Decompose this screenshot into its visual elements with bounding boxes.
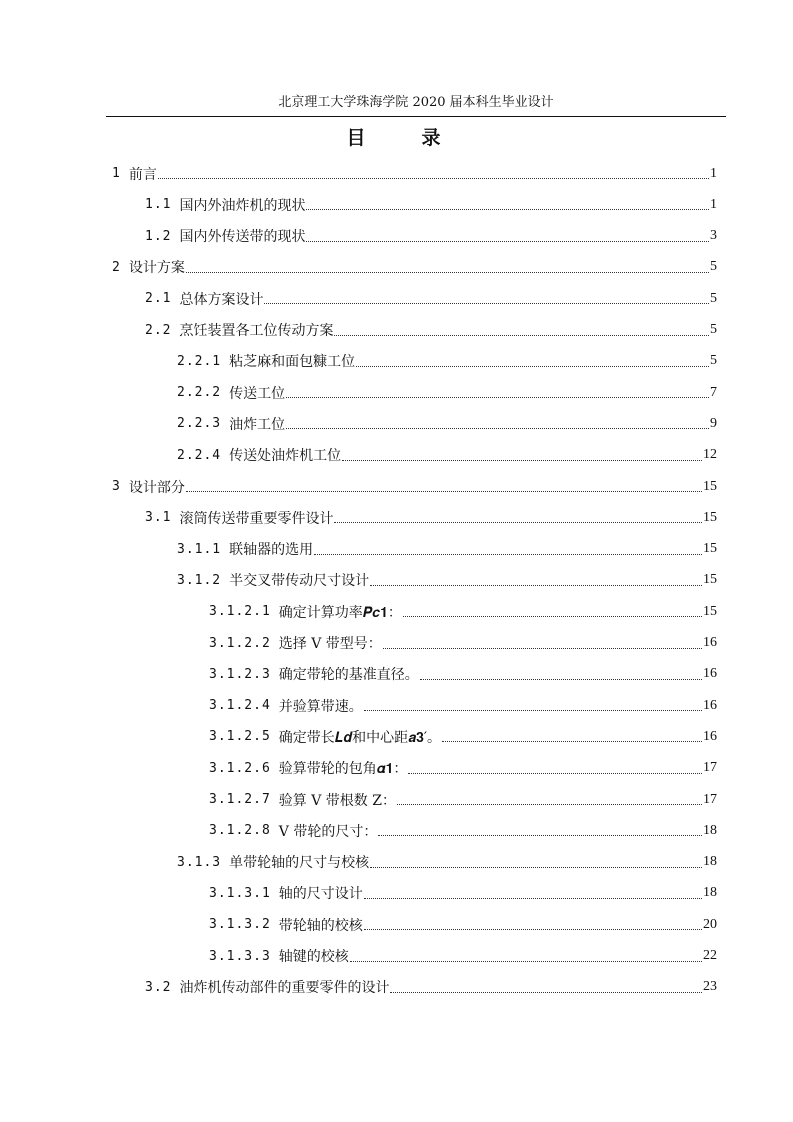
toc-dot-leader bbox=[397, 803, 702, 805]
toc-entry-page: 18 bbox=[703, 885, 717, 901]
toc-entry-title: 设计部分 bbox=[128, 479, 185, 496]
toc-dot-leader bbox=[403, 615, 702, 617]
toc-entry-number: 2.2.4 bbox=[177, 447, 222, 463]
toc-dot-leader bbox=[286, 427, 709, 429]
toc-dot-leader bbox=[364, 897, 702, 899]
toc-entry-title: 传送工位 bbox=[229, 385, 286, 402]
toc-entry[interactable] bbox=[209, 815, 717, 846]
toc-entry-title: 验算带轮的包角𝜶𝟏： bbox=[278, 761, 408, 778]
toc-entry-title: 轴的尺寸设计 bbox=[278, 886, 363, 903]
toc-dot-leader bbox=[370, 866, 702, 868]
toc-entry[interactable] bbox=[177, 408, 717, 439]
toc-entry-page: 15 bbox=[703, 572, 717, 588]
toc-entry[interactable] bbox=[145, 315, 717, 346]
toc-entry-page: 16 bbox=[703, 635, 717, 650]
toc-entry-page: 18 bbox=[703, 822, 717, 838]
toc-entry-title: 总体方案设计 bbox=[179, 291, 264, 308]
toc-entry-title: 粘芝麻和面包糠工位 bbox=[229, 354, 356, 371]
toc-entry-number: 2.2 bbox=[145, 322, 172, 338]
toc-entry[interactable] bbox=[177, 346, 717, 377]
toc-entry-page: 16 bbox=[703, 728, 717, 744]
toc-entry-title: 轴键的校核 bbox=[278, 949, 349, 965]
toc-entry[interactable] bbox=[209, 909, 717, 940]
toc-entry[interactable] bbox=[112, 252, 717, 283]
toc-entry[interactable] bbox=[177, 377, 717, 408]
toc-entry-page: 3 bbox=[710, 228, 717, 244]
toc-entry[interactable] bbox=[145, 221, 717, 252]
toc-entry-title: 确定带轮的基准直径。 bbox=[278, 667, 419, 684]
toc-entry-title: 前言 bbox=[128, 166, 157, 183]
toc-entry-number: 3.1.2.5 bbox=[209, 729, 271, 745]
toc-entry-title: 传送处油炸机工位 bbox=[229, 448, 342, 465]
toc-entry-page: 17 bbox=[703, 791, 717, 807]
toc-entry-page: 1 bbox=[710, 165, 717, 181]
toc-entry-page: 5 bbox=[710, 353, 717, 369]
toc-dot-leader bbox=[286, 396, 709, 398]
toc-entry-number: 3.1.2.2 bbox=[209, 635, 271, 651]
toc-entry-page: 15 bbox=[703, 509, 717, 525]
toc-entry-number: 3 bbox=[112, 479, 121, 494]
toc-title bbox=[0, 124, 793, 152]
toc-entry[interactable] bbox=[209, 753, 717, 784]
toc-entry-title: 半交叉带传动尺寸设计 bbox=[229, 573, 370, 590]
toc-entry-number: 3.1.2.6 bbox=[209, 760, 271, 776]
toc-entry[interactable] bbox=[145, 189, 717, 220]
toc-dot-leader bbox=[356, 365, 709, 367]
toc-entry-title: 单带轮轴的尺寸与校核 bbox=[229, 855, 370, 872]
toc-entry[interactable] bbox=[177, 440, 717, 471]
toc-entry-number: 3.1.3.2 bbox=[209, 917, 271, 933]
toc-entry-page: 18 bbox=[703, 854, 717, 870]
toc-entry-title: 国内外油炸机的现状 bbox=[179, 197, 306, 214]
header-rule bbox=[106, 116, 726, 117]
toc-entry-title: 验算 V 带根数 Z： bbox=[278, 792, 396, 809]
toc-entry-title: 烹饪装置各工位传动方案 bbox=[179, 323, 334, 339]
toc-dot-leader bbox=[342, 459, 702, 461]
toc-entry[interactable] bbox=[145, 972, 717, 1003]
toc-entry-title: 确定带长𝑳𝒅和中心距𝒂𝟑′。 bbox=[278, 729, 442, 746]
toc-entry-page: 15 bbox=[703, 541, 717, 557]
toc-entry-number: 3.1.1 bbox=[177, 541, 222, 557]
toc-dot-leader bbox=[314, 553, 702, 555]
toc-entry-page: 16 bbox=[703, 697, 717, 713]
toc-entry[interactable] bbox=[209, 628, 717, 659]
toc-entry-number: 2.2.2 bbox=[177, 385, 222, 401]
toc-entry[interactable] bbox=[209, 878, 717, 909]
toc-entry-number: 3.1.3.1 bbox=[209, 885, 271, 901]
toc-entry-title: 确定计算功率𝑷𝒄𝟏： bbox=[278, 604, 402, 621]
toc-entry-number: 2.2.3 bbox=[177, 416, 222, 432]
toc-entry-page: 1 bbox=[710, 196, 717, 212]
toc-dot-leader bbox=[186, 490, 702, 492]
toc-entry-number: 1.2 bbox=[145, 228, 172, 244]
toc-entry-page: 12 bbox=[703, 447, 717, 463]
toc-entry-page: 15 bbox=[703, 478, 717, 494]
toc-dot-leader bbox=[442, 740, 702, 742]
toc-entry-title: 联轴器的选用 bbox=[229, 542, 314, 559]
toc-dot-leader bbox=[158, 177, 709, 179]
toc-entry-number: 3.1.2.7 bbox=[209, 792, 271, 807]
toc-entry-number: 1.1 bbox=[145, 197, 172, 213]
toc-entry-number: 3.1.2.3 bbox=[209, 666, 271, 682]
toc-entry[interactable] bbox=[209, 690, 717, 721]
toc-dot-leader bbox=[408, 772, 702, 774]
toc-entry-number: 2.1 bbox=[145, 291, 172, 307]
toc-entry[interactable] bbox=[177, 534, 717, 565]
toc-dot-leader bbox=[364, 709, 702, 711]
toc-entry-title: 国内外传送带的现状 bbox=[179, 229, 306, 246]
toc-entry-title: 滚筒传送带重要零件设计 bbox=[179, 510, 334, 527]
toc-entry-number: 3.1.2.1 bbox=[209, 604, 271, 620]
toc-entry-page: 7 bbox=[710, 384, 717, 400]
toc-entry-number: 2 bbox=[112, 259, 121, 275]
toc-dot-leader bbox=[370, 584, 702, 586]
toc-dot-leader bbox=[334, 334, 709, 336]
toc-dot-leader bbox=[383, 647, 702, 649]
toc-dot-leader bbox=[306, 240, 709, 242]
toc-entry-number: 1 bbox=[112, 166, 121, 181]
toc-dot-leader bbox=[306, 208, 709, 210]
toc-entry[interactable] bbox=[145, 502, 717, 533]
toc-entry[interactable] bbox=[209, 596, 717, 627]
toc-entry-page: 23 bbox=[703, 979, 717, 995]
toc-entry-number: 3.1.3 bbox=[177, 854, 222, 870]
toc-dot-leader bbox=[390, 991, 702, 993]
toc-entry[interactable] bbox=[112, 158, 717, 189]
toc-entry-title: 选择 V 带型号： bbox=[278, 636, 382, 652]
toc-entry-title: 带轮轴的校核 bbox=[278, 917, 363, 934]
toc-entry-page: 5 bbox=[710, 322, 717, 337]
toc-entry[interactable] bbox=[177, 847, 717, 878]
toc-entry[interactable] bbox=[177, 565, 717, 596]
toc-entry-number: 3.2 bbox=[145, 979, 172, 995]
toc-entry-title: 并验算带速。 bbox=[278, 698, 363, 715]
toc-entry-title: V 带轮的尺寸： bbox=[278, 823, 378, 840]
toc-entry-page: 5 bbox=[710, 290, 717, 306]
toc-entry-number: 2.2.1 bbox=[177, 353, 222, 369]
toc-entry-page: 9 bbox=[710, 415, 717, 431]
toc-entry[interactable] bbox=[112, 471, 717, 502]
toc-dot-leader bbox=[378, 834, 702, 836]
toc-dot-leader bbox=[264, 302, 709, 304]
toc-entry-number: 3.1.2.4 bbox=[209, 698, 271, 714]
toc-entry-title: 油炸工位 bbox=[229, 416, 286, 433]
toc-dot-leader bbox=[186, 271, 709, 273]
toc-entry-page: 16 bbox=[703, 666, 717, 682]
toc-entry[interactable] bbox=[209, 659, 717, 690]
toc-entry-number: 3.1.2.8 bbox=[209, 823, 271, 839]
toc-entry[interactable] bbox=[209, 784, 717, 815]
toc-entry-page: 17 bbox=[703, 760, 717, 776]
toc-entry-number: 3.1 bbox=[145, 510, 172, 526]
toc-entry[interactable] bbox=[145, 283, 717, 314]
toc-dot-leader bbox=[420, 678, 702, 680]
toc-dot-leader bbox=[334, 521, 702, 523]
toc-entry[interactable] bbox=[209, 941, 717, 972]
toc-entry-number: 3.1.2 bbox=[177, 572, 222, 588]
toc-entry-page: 20 bbox=[703, 916, 717, 932]
toc-entry-page: 22 bbox=[703, 948, 717, 963]
toc-entry-page: 15 bbox=[703, 603, 717, 619]
toc-entry[interactable] bbox=[209, 721, 717, 752]
toc-entry-title: 设计方案 bbox=[128, 260, 185, 277]
toc-entry-number: 3.1.3.3 bbox=[209, 948, 271, 964]
toc-entry-page: 5 bbox=[710, 259, 717, 275]
page-header: 北京理工大学珠海学院 2020 届本科生毕业设计 bbox=[278, 95, 554, 110]
toc-dot-leader bbox=[350, 960, 702, 962]
toc-dot-leader bbox=[364, 928, 702, 930]
toc-entry-title: 油炸机传动部件的重要零件的设计 bbox=[179, 980, 390, 997]
toc-title-text: 目 录 bbox=[346, 127, 447, 149]
